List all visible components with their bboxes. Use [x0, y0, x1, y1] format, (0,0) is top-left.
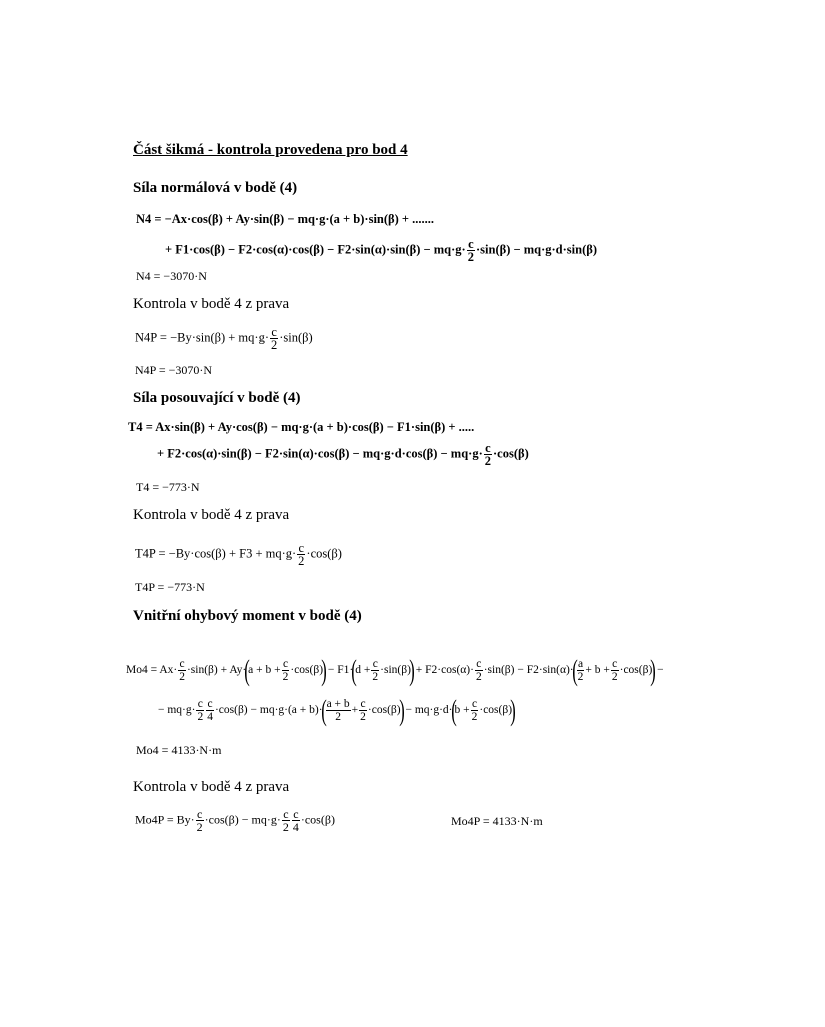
- result-mo4p: Mo4P = 4133·N·m: [451, 814, 543, 828]
- section-heading-shear: Síla posouvající v bodě (4): [133, 390, 301, 406]
- result-n4p: N4P = −3070·N: [135, 363, 213, 377]
- equation-n4-line1: N4 = −Ax·cos(β) + Ay·sin(β) − mq·g·(a + b)·sin(β) + .......: [136, 212, 435, 226]
- equation-mo4-line2: − mq·g· $\frac{c}{2}$ $\frac{c}{4}$ ·cos(β) − mq·g·(a + b)·( $\frac{a + b}{2}$ + $\frac{c}{2}$ ·cos(β)) − mq·g·d·(b + $\frac{c}{2}$ ·cos(β)): [158, 693, 516, 727]
- section-heading-moment: Vnitřní ohybový moment v bodě (4): [133, 608, 362, 624]
- check-heading-moment: Kontrola v bodě 4 z prava: [133, 779, 290, 795]
- result-t4p: T4P = −773·N: [135, 580, 205, 594]
- check-heading-shear: Kontrola v bodě 4 z prava: [133, 507, 290, 523]
- equation-t4-line2: + F2·cos(α)·sin(β) − F2·sin(α)·cos(β) − mq·g·d·cos(β) − mq·g· $\frac{c}{2}$ ·cos(β): [157, 441, 529, 468]
- result-t4: T4 = −773·N: [136, 480, 200, 494]
- equation-mo4-line1: Mo4 = Ax· $\frac{c}{2}$ ·sin(β) + Ay·(a + b + $\frac{c}{2}$ ·cos(β)) − F1·(d + $\frac{c}{2}$ ·sin(β)) + F2·cos(α)· $\frac{c}{2}$ ·sin(β) − F2·sin(α)·( $\frac{a}{2}$ + b + $\frac{c}{2}$ ·cos(β)) −: [126, 653, 664, 687]
- check-heading-normal: Kontrola v bodě 4 z prava: [133, 296, 290, 312]
- result-mo4: Mo4 = 4133·N·m: [136, 743, 222, 757]
- equation-t4-line1: T4 = Ax·sin(β) + Ay·cos(β) − mq·g·(a + b)·cos(β) − F1·sin(β) + .....: [128, 420, 475, 434]
- equation-n4p: N4P = −By·sin(β) + mq·g· $\frac{c}{2}$ ·sin(β): [135, 325, 313, 352]
- equation-mo4p: Mo4P = By· $\frac{c}{2}$ ·cos(β) − mq·g· $\frac{c}{2}$ $\frac{c}{4}$ ·cos(β): [135, 807, 335, 834]
- equation-n4-line2: + F1·cos(β) − F2·cos(α)·cos(β) − F2·sin(α)·sin(β) − mq·g· $\frac{c}{2}$ ·sin(β) − mq·g·d·sin(β): [165, 237, 597, 264]
- section-heading-normal: Síla normálová v bodě (4): [133, 180, 298, 196]
- equation-t4p: T4P = −By·cos(β) + F3 + mq·g· $\frac{c}{2}$ ·cos(β): [135, 541, 342, 568]
- result-n4: N4 = −3070·N: [136, 269, 207, 283]
- page-title: Část šikmá - kontrola provedena pro bod 4: [133, 142, 408, 158]
